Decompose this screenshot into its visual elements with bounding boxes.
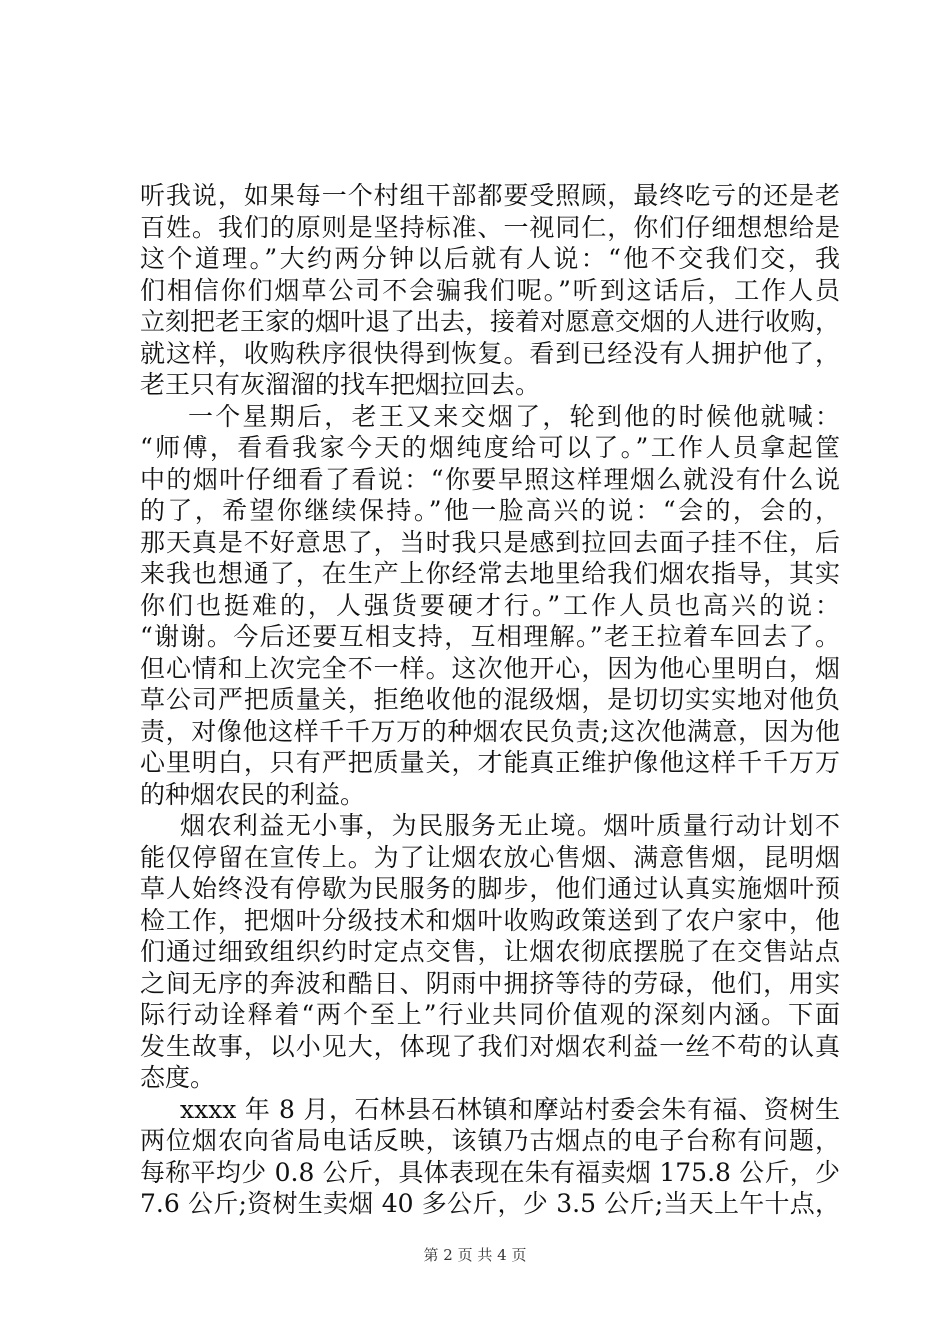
text-line: 的种烟农民的利益。 <box>140 779 366 809</box>
text-line: “师傅，看看我家今天的烟纯度给可以了。”工作人员拿起筐 <box>140 433 840 462</box>
paragraph-first-line: 一个星期后，老王又来交烟了，轮到他的时候他就喊： <box>188 401 840 431</box>
text-line: 立刻把老王家的烟叶退了出去，接着对愿意交烟的人进行收购， <box>140 307 840 336</box>
text-line: 能仅停留在宣传上。为了让烟农放心售烟、满意售烟，昆明烟 <box>140 842 840 872</box>
text-line: 草公司严把质量关，拒绝收他的混级烟，是切切实实地对他负 <box>140 685 840 714</box>
text-line: 们相信你们烟草公司不会骗我们呢。”听到这话后，工作人员 <box>140 275 840 305</box>
text-line: 草人始终没有停歇为民服务的脚步，他们通过认真实施烟叶预 <box>140 874 840 903</box>
text-line: 百姓。我们的原则是坚持标准、一视同仁，你们仔细想想给是 <box>140 212 840 242</box>
text-line: 们通过细致组织约时定点交售，让烟农彻底摆脱了在交售站点 <box>140 937 840 966</box>
text-line: 心里明白，只有严把质量关，才能真正维护像他这样千千万万 <box>140 748 840 777</box>
text-line: 态度。 <box>140 1063 216 1092</box>
text-line: 发生故事，以小见大，体现了我们对烟农利益一丝不苟的认真 <box>140 1031 840 1061</box>
text-line: 之间无序的奔波和酷日、阴雨中拥挤等待的劳碌，他们，用实 <box>140 968 840 998</box>
page-number-footer: 第 2 页 共 4 页 <box>423 1246 527 1264</box>
text-line: 每称平均少 0.8 公斤，具体表现在朱有福卖烟 175.8 公斤，少 <box>140 1157 840 1187</box>
text-line: 的了，希望你继续保持。”他一脸高兴的说：“会的，会的， <box>140 496 840 525</box>
text-line: 但心情和上次完全不一样。这次他开心，因为他心里明白，烟 <box>140 653 840 683</box>
text-line: 就这样，收购秩序很快得到恢复。看到已经没有人拥护他了， <box>140 338 840 368</box>
text-line: 你们也挺难的，人强货要硬才行。”工作人员也高兴的说： <box>140 590 840 620</box>
text-line: “谢谢。今后还要互相支持，互相理解。”老王拉着车回去了。 <box>140 622 840 651</box>
text-line: 7.6 公斤;资树生卖烟 40 多公斤，少 3.5 公斤;当天上午十点， <box>140 1189 840 1218</box>
text-line: 这个道理。”大约两分钟以后就有人说：“他不交我们交，我 <box>140 244 840 273</box>
text-line: 检工作，把烟叶分级技术和烟叶收购政策送到了农户家中，他 <box>140 905 840 935</box>
text-line: 来我也想通了，在生产上你经常去地里给我们烟农指导，其实 <box>140 559 840 588</box>
document-body <box>140 180 840 1220</box>
paragraph-first-line: xxxx 年 8 月，石林县石林镇和摩站村委会朱有福、资树生 <box>180 1094 840 1124</box>
text-line: 中的烟叶仔细看了看说：“你要早照这样理烟么就没有什么说 <box>140 464 840 494</box>
text-line: 责，对像他这样千千万万的种烟农民负责;这次他满意，因为他 <box>140 716 840 746</box>
text-line: 听我说，如果每一个村组干部都要受照顾，最终吃亏的还是老 <box>140 181 840 210</box>
text-line: 际行动诠释着“两个至上”行业共同价值观的深刻内涵。下面 <box>140 1000 840 1029</box>
text-line: 两位烟农向省局电话反映，该镇乃古烟点的电子台称有问题， <box>140 1126 840 1155</box>
paragraph-first-line: 烟农利益无小事，为民服务无止境。烟叶质量行动计划不 <box>180 811 840 840</box>
text-line: 那天真是不好意思了，当时我只是感到拉回去面子挂不住，后 <box>140 527 840 557</box>
text-line: 老王只有灰溜溜的找车把烟拉回去。 <box>140 370 541 399</box>
